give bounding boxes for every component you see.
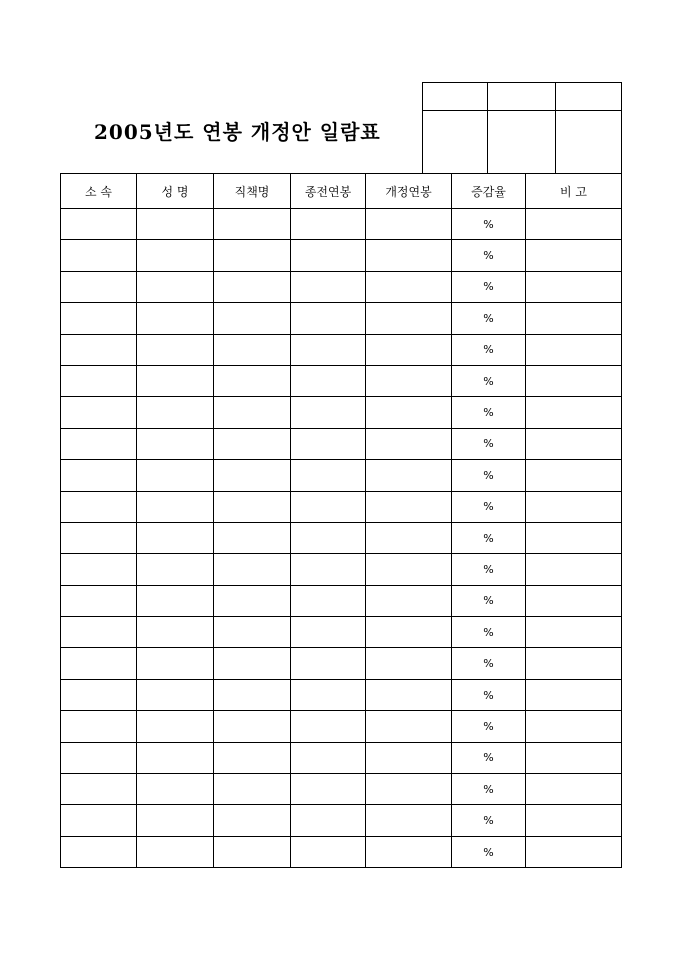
remarks-cell[interactable] <box>526 334 622 365</box>
table-body <box>61 209 622 868</box>
department-cell[interactable] <box>61 679 137 710</box>
position-cell[interactable] <box>214 334 291 365</box>
remarks-cell[interactable] <box>526 648 622 679</box>
department-cell[interactable] <box>61 303 137 334</box>
header-change-rate: 증감율 <box>452 174 526 209</box>
percent-sign: % <box>483 814 494 828</box>
name-cell[interactable] <box>137 774 214 805</box>
name-cell[interactable] <box>137 334 214 365</box>
remarks-cell[interactable] <box>526 303 622 334</box>
position-cell[interactable] <box>214 271 291 302</box>
header-name: 성 명 <box>137 174 214 209</box>
change-rate-cell[interactable] <box>452 648 526 679</box>
position-cell[interactable] <box>214 742 291 773</box>
position-cell[interactable] <box>214 774 291 805</box>
name-cell[interactable] <box>137 554 214 585</box>
table-row <box>61 522 622 553</box>
revised-salary-cell[interactable] <box>366 585 452 616</box>
table-row <box>61 554 622 585</box>
change-rate-cell[interactable] <box>452 334 526 365</box>
table-row <box>61 303 622 334</box>
remarks-cell[interactable] <box>526 805 622 836</box>
previous-salary-cell[interactable] <box>291 365 366 396</box>
previous-salary-cell[interactable] <box>291 711 366 742</box>
percent-sign: % <box>483 343 494 357</box>
percent-sign: % <box>483 594 494 608</box>
name-cell[interactable] <box>137 679 214 710</box>
remarks-cell[interactable] <box>526 209 622 240</box>
remarks-cell[interactable] <box>526 679 622 710</box>
change-rate-cell[interactable] <box>452 240 526 271</box>
percent-sign: % <box>483 657 494 671</box>
change-rate-cell[interactable] <box>452 836 526 867</box>
previous-salary-cell[interactable] <box>291 491 366 522</box>
table-row <box>61 774 622 805</box>
revised-salary-cell[interactable] <box>366 428 452 459</box>
previous-salary-cell[interactable] <box>291 303 366 334</box>
percent-sign: % <box>483 625 494 639</box>
approval-sign-cell[interactable] <box>556 111 622 174</box>
percent-sign: % <box>483 782 494 796</box>
change-rate-cell[interactable] <box>452 209 526 240</box>
previous-salary-cell[interactable] <box>291 774 366 805</box>
department-cell[interactable] <box>61 240 137 271</box>
revised-salary-cell[interactable] <box>366 679 452 710</box>
change-rate-cell[interactable] <box>452 397 526 428</box>
name-cell[interactable] <box>137 805 214 836</box>
position-cell[interactable] <box>214 428 291 459</box>
change-rate-cell[interactable] <box>452 774 526 805</box>
revised-salary-cell[interactable] <box>366 240 452 271</box>
header-previous-salary: 종전연봉 <box>291 174 366 209</box>
table-row <box>61 209 622 240</box>
header-remarks: 비 고 <box>526 174 622 209</box>
table-row <box>61 365 622 396</box>
revised-salary-cell[interactable] <box>366 460 452 491</box>
name-cell[interactable] <box>137 365 214 396</box>
position-cell[interactable] <box>214 648 291 679</box>
change-rate-cell[interactable] <box>452 742 526 773</box>
table-row <box>61 334 622 365</box>
revised-salary-cell[interactable] <box>366 805 452 836</box>
position-cell[interactable] <box>214 711 291 742</box>
remarks-cell[interactable] <box>526 428 622 459</box>
department-cell[interactable] <box>61 711 137 742</box>
header-row <box>61 174 622 209</box>
percent-sign: % <box>483 500 494 514</box>
revised-salary-cell[interactable] <box>366 648 452 679</box>
previous-salary-cell[interactable] <box>291 836 366 867</box>
table-row <box>61 397 622 428</box>
name-cell[interactable] <box>137 271 214 302</box>
change-rate-cell[interactable] <box>452 491 526 522</box>
percent-sign: % <box>483 311 494 325</box>
change-rate-cell[interactable] <box>452 522 526 553</box>
header-position: 직책명 <box>214 174 291 209</box>
table-row <box>61 428 622 459</box>
previous-salary-cell[interactable] <box>291 209 366 240</box>
department-cell[interactable] <box>61 491 137 522</box>
department-cell[interactable] <box>61 617 137 648</box>
previous-salary-cell[interactable] <box>291 397 366 428</box>
table-row <box>61 836 622 867</box>
change-rate-cell[interactable] <box>452 679 526 710</box>
name-cell[interactable] <box>137 836 214 867</box>
percent-sign: % <box>483 406 494 420</box>
department-cell[interactable] <box>61 209 137 240</box>
revised-salary-cell[interactable] <box>366 334 452 365</box>
change-rate-cell[interactable] <box>452 271 526 302</box>
percent-sign: % <box>483 374 494 388</box>
position-cell[interactable] <box>214 522 291 553</box>
previous-salary-cell[interactable] <box>291 271 366 302</box>
change-rate-cell[interactable] <box>452 554 526 585</box>
previous-salary-cell[interactable] <box>291 742 366 773</box>
name-cell[interactable] <box>137 522 214 553</box>
table-row <box>61 491 622 522</box>
percent-sign: % <box>483 562 494 576</box>
revised-salary-cell[interactable] <box>366 711 452 742</box>
percent-sign: % <box>483 845 494 859</box>
remarks-cell[interactable] <box>526 522 622 553</box>
table-row <box>61 240 622 271</box>
department-cell[interactable] <box>61 836 137 867</box>
revised-salary-cell[interactable] <box>366 617 452 648</box>
previous-salary-cell[interactable] <box>291 460 366 491</box>
document-title: 2005년도 연봉 개정안 일람표 <box>94 120 381 144</box>
department-cell[interactable] <box>61 397 137 428</box>
name-cell[interactable] <box>137 585 214 616</box>
department-cell[interactable] <box>61 805 137 836</box>
revised-salary-cell[interactable] <box>366 303 452 334</box>
name-cell[interactable] <box>137 209 214 240</box>
department-cell[interactable] <box>61 460 137 491</box>
table-row <box>61 648 622 679</box>
change-rate-cell[interactable] <box>452 460 526 491</box>
revised-salary-cell[interactable] <box>366 522 452 553</box>
name-cell[interactable] <box>137 240 214 271</box>
previous-salary-cell[interactable] <box>291 679 366 710</box>
approval-sign-cell[interactable] <box>488 111 556 174</box>
percent-sign: % <box>483 280 494 294</box>
revised-salary-cell[interactable] <box>366 209 452 240</box>
revised-salary-cell[interactable] <box>366 365 452 396</box>
change-rate-cell[interactable] <box>452 711 526 742</box>
name-cell[interactable] <box>137 491 214 522</box>
change-rate-cell[interactable] <box>452 428 526 459</box>
department-cell[interactable] <box>61 554 137 585</box>
table-row <box>61 585 622 616</box>
salary-table <box>60 173 622 868</box>
percent-sign: % <box>483 531 494 545</box>
position-cell[interactable] <box>214 836 291 867</box>
name-cell[interactable] <box>137 303 214 334</box>
department-cell[interactable] <box>61 334 137 365</box>
revised-salary-cell[interactable] <box>366 491 452 522</box>
department-cell[interactable] <box>61 742 137 773</box>
position-cell[interactable] <box>214 365 291 396</box>
revised-salary-cell[interactable] <box>366 742 452 773</box>
table-row <box>61 711 622 742</box>
percent-sign: % <box>483 249 494 263</box>
position-cell[interactable] <box>214 805 291 836</box>
change-rate-cell[interactable] <box>452 805 526 836</box>
name-cell[interactable] <box>137 428 214 459</box>
previous-salary-cell[interactable] <box>291 617 366 648</box>
approval-label-cell[interactable] <box>488 83 556 111</box>
remarks-cell[interactable] <box>526 240 622 271</box>
name-cell[interactable] <box>137 617 214 648</box>
remarks-cell[interactable] <box>526 397 622 428</box>
position-cell[interactable] <box>214 491 291 522</box>
remarks-cell[interactable] <box>526 742 622 773</box>
revised-salary-cell[interactable] <box>366 397 452 428</box>
approval-box <box>422 82 622 174</box>
previous-salary-cell[interactable] <box>291 522 366 553</box>
previous-salary-cell[interactable] <box>291 554 366 585</box>
previous-salary-cell[interactable] <box>291 648 366 679</box>
position-cell[interactable] <box>214 240 291 271</box>
remarks-cell[interactable] <box>526 711 622 742</box>
revised-salary-cell[interactable] <box>366 836 452 867</box>
change-rate-cell[interactable] <box>452 617 526 648</box>
department-cell[interactable] <box>61 585 137 616</box>
table-row <box>61 679 622 710</box>
position-cell[interactable] <box>214 397 291 428</box>
header-department: 소 속 <box>61 174 137 209</box>
remarks-cell[interactable] <box>526 271 622 302</box>
revised-salary-cell[interactable] <box>366 554 452 585</box>
name-cell[interactable] <box>137 742 214 773</box>
remarks-cell[interactable] <box>526 774 622 805</box>
department-cell[interactable] <box>61 271 137 302</box>
department-cell[interactable] <box>61 365 137 396</box>
remarks-cell[interactable] <box>526 554 622 585</box>
approval-sign-cell[interactable] <box>423 111 488 174</box>
department-cell[interactable] <box>61 774 137 805</box>
position-cell[interactable] <box>214 209 291 240</box>
remarks-cell[interactable] <box>526 460 622 491</box>
department-cell[interactable] <box>61 648 137 679</box>
remarks-cell[interactable] <box>526 491 622 522</box>
revised-salary-cell[interactable] <box>366 271 452 302</box>
remarks-cell[interactable] <box>526 585 622 616</box>
table-row <box>61 271 622 302</box>
remarks-cell[interactable] <box>526 617 622 648</box>
position-cell[interactable] <box>214 303 291 334</box>
previous-salary-cell[interactable] <box>291 585 366 616</box>
approval-label-cell[interactable] <box>423 83 488 111</box>
percent-sign: % <box>483 217 494 231</box>
name-cell[interactable] <box>137 648 214 679</box>
approval-label-cell[interactable] <box>556 83 622 111</box>
revised-salary-cell[interactable] <box>366 774 452 805</box>
change-rate-cell[interactable] <box>452 365 526 396</box>
department-cell[interactable] <box>61 522 137 553</box>
table-row <box>61 742 622 773</box>
percent-sign: % <box>483 437 494 451</box>
name-cell[interactable] <box>137 397 214 428</box>
previous-salary-cell[interactable] <box>291 334 366 365</box>
table-row <box>61 805 622 836</box>
table-row <box>61 460 622 491</box>
previous-salary-cell[interactable] <box>291 805 366 836</box>
position-cell[interactable] <box>214 617 291 648</box>
previous-salary-cell[interactable] <box>291 240 366 271</box>
remarks-cell[interactable] <box>526 836 622 867</box>
remarks-cell[interactable] <box>526 365 622 396</box>
position-cell[interactable] <box>214 554 291 585</box>
percent-sign: % <box>483 751 494 765</box>
table-row <box>61 617 622 648</box>
percent-sign: % <box>483 688 494 702</box>
change-rate-cell[interactable] <box>452 585 526 616</box>
percent-sign: % <box>483 719 494 733</box>
position-cell[interactable] <box>214 460 291 491</box>
percent-sign: % <box>483 468 494 482</box>
header-revised-salary: 개정연봉 <box>366 174 452 209</box>
name-cell[interactable] <box>137 460 214 491</box>
previous-salary-cell[interactable] <box>291 428 366 459</box>
name-cell[interactable] <box>137 711 214 742</box>
department-cell[interactable] <box>61 428 137 459</box>
position-cell[interactable] <box>214 585 291 616</box>
position-cell[interactable] <box>214 679 291 710</box>
change-rate-cell[interactable] <box>452 303 526 334</box>
